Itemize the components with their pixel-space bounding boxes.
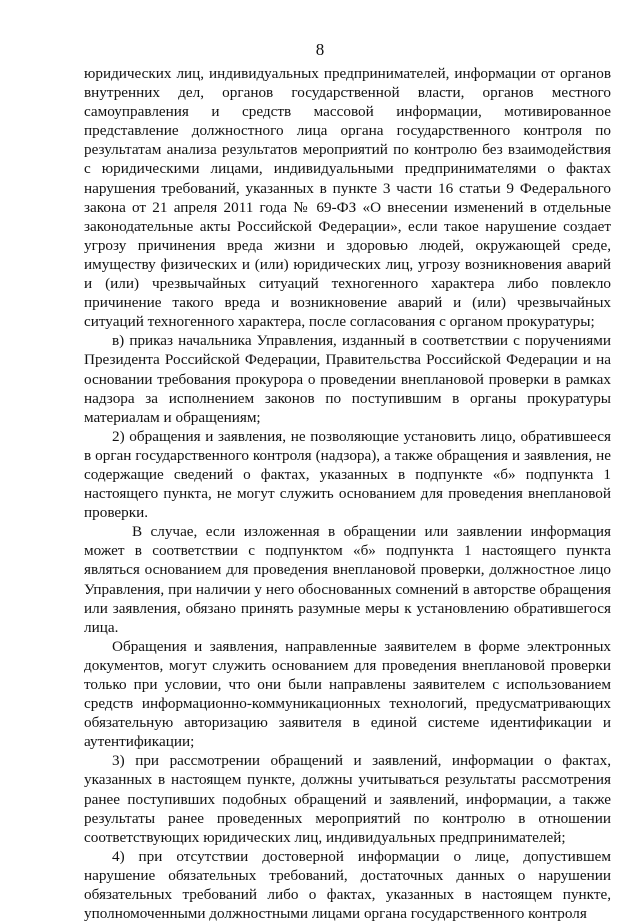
page-number: 8 (315, 40, 325, 59)
paragraph-item-4: 4) при отсутствии достоверной информации о лице, допустившем нарушение обязательных требований, достаточных данных о нарушении обязательных требований либо о фактах, указанных в настоящем пункте, уполномоченными должностными лицами органа государственного контроля (84, 847, 611, 923)
paragraph-electronic-docs: Обращения и заявления, направленные заявителем в форме электронных документов, могут служить основанием для проведения внеплановой проверки только при условии, что они были направлены заявителем с использованием средств информационно-коммуникационных технологий, предусматривающих обязательную авторизацию заявителя в единой системе идентификации и аутентификации; (84, 637, 611, 751)
paragraph-continuation: юридических лиц, индивидуальных предпринимателей, информации от органов внутренних дел, органов государственной власти, органов местного самоуправления и средств массовой информации, мотивированное представление должностного лица органа государственного контроля по результатам анализа результатов мероприятий по контролю без взаимодействия с юридическими лицами, индивидуальными предпринимателями о фактах нарушения требований, указанных в пункте 3 части 16 статьи 9 Федерального закона от 21 апреля 2011 года № 69-ФЗ «О внесении изменений в отдельные законодательные акты Российской Федерации», если такое нарушение создает угрозу причинения вреда жизни и здоровью людей, окружающей среде, имуществу физических и (или) юридических лиц, угрозу возникновения аварий и (или) чрезвычайных ситуаций техногенного характера либо повлекло причинение такого вреда и возникновение аварий и (или) чрезвычайных ситуаций техногенного характера, после согласования с органом прокуратуры; (84, 65, 611, 331)
paragraph-anonymous-note: В случае, если изложенная в обращении или заявлении информация может в соответствии с подпунктом «б» подпункта 1 настоящего пункта являться основанием для проведения внеплановой проверки, должностное лицо Управления, при наличии у него обоснованных сомнений в авторстве обращения или заявления, обязано принять разумные меры к установлению обратившегося лица. (84, 523, 611, 636)
document-body (84, 64, 611, 923)
paragraph-item-3: 3) при рассмотрении обращений и заявлений, информации о фактах, указанных в настоящем пункте, должны учитываться результаты рассмотрения ранее поступивших подобных обращений и заявлений, информации, а также результаты ранее проведенных мероприятий по контролю в отношении соответствующих юридических лиц, индивидуальных предпринимателей; (84, 752, 611, 846)
paragraph-item-v: в) приказ начальника Управления, изданный в соответствии с поручениями Президента Российской Федерации, Правительства Российской Федерации и на основании требования прокурора о проведении внеплановой проверки в рамках надзора за исполнением законов по поступившим в органы прокуратуры материалам и обращениям; (84, 332, 611, 426)
paragraph-item-2: 2) обращения и заявления, не позволяющие установить лицо, обратившееся в орган государственного контроля (надзора), а также обращения и заявления, не содержащие сведений о фактах, указанных в подпункте «б» подпункта 1 настоящего пункта, не могут служить основанием для проведения внеплановой проверки. (84, 427, 611, 522)
